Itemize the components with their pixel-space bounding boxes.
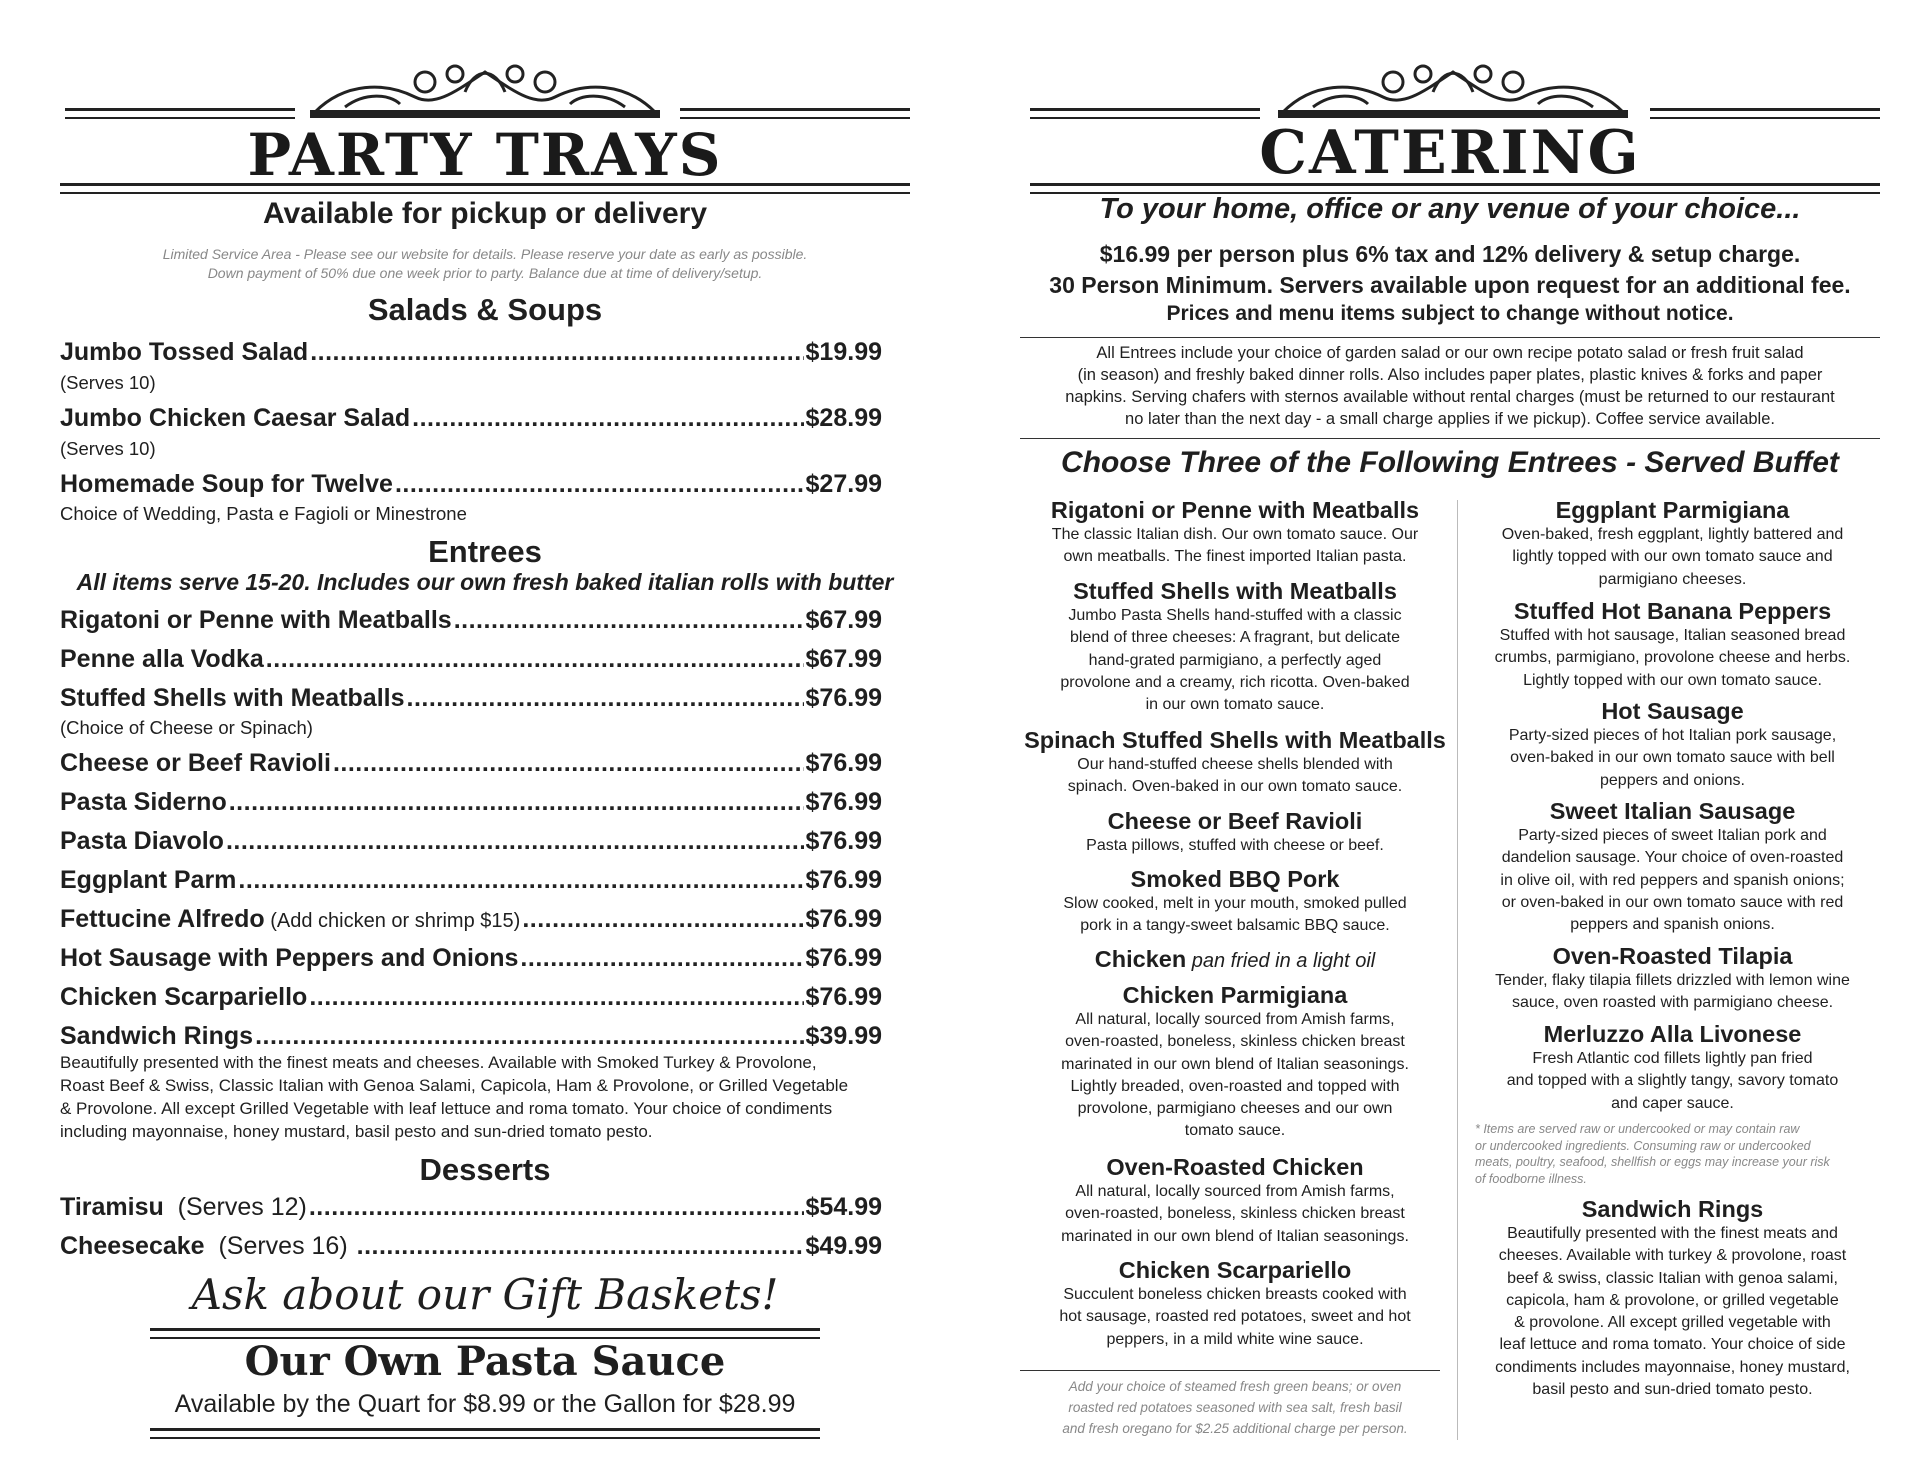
entree-desc: sauce, oven roasted with parmigiano cheese. [1511,994,1834,1012]
item-name: Cheesecake [60,1232,205,1260]
includes-line-3: napkins. Serving chafers with sternos available without rental charges (must be returned to our restaurant [1065,388,1835,406]
entree-desc: peppers and spanish onions. [1570,916,1775,934]
menu-item [60,338,882,367]
item-desc: (Serves 10) [60,438,156,459]
menu-item [60,1193,882,1222]
item-price: $49.99 [805,1232,882,1260]
item-name: Jumbo Chicken Caesar Salad [60,404,411,432]
item-price: $76.99 [805,905,882,933]
entrees-heading: Entrees [428,534,542,569]
entree-desc: hot sausage, roasted red potatoes, sweet and hot [1059,1308,1411,1326]
entree-name: Merluzzo Alla Livonese [1543,1021,1802,1047]
item-desc: (Serves 10) [60,372,156,393]
entree [1465,1020,1880,1115]
menu-item [60,944,882,973]
item-note: (Add chicken or shrimp $15) [264,910,521,932]
entree-desc: and topped with a slightly tangy, savory tomato [1506,1072,1839,1090]
includes-line-1: All Entrees include your choice of garden salad or our own recipe potato salad or fresh fruit salad [1096,344,1804,362]
entree-desc: and caper sauce. [1611,1094,1734,1112]
title-rule-left [1030,108,1260,119]
menu-item [60,1022,882,1051]
entree-name: Chicken Parmigiana [1122,982,1348,1008]
sandwich-desc-2: Roast Beef & Swiss, Classic Italian with Genoa Salami, Capicola, Ham & Provolone, or Grilled Vegetable [60,1076,849,1095]
sides-note-line: and fresh oregano for $2.25 additional charge per person. [1062,1421,1408,1436]
entree-name: Cheese or Beef Ravioli [1107,808,1363,834]
warning-line: of foodborne illness. [1475,1171,1587,1186]
entree [1020,945,1450,975]
entree-name: Sweet Italian Sausage [1549,798,1796,824]
menu-item [60,684,882,713]
item-price: $27.99 [805,470,882,498]
item-desc: Choice of Wedding, Pasta e Fagioli or Minestrone [60,503,467,524]
entree-desc: Fresh Atlantic cod fillets lightly pan fried [1532,1050,1813,1067]
entree-desc: Succulent boneless chicken breasts cooked with [1063,1286,1407,1303]
warning-line: or undercooked ingredients. Consuming raw or undercooked [1475,1138,1811,1153]
item-name: Rigatoni or Penne with Meatballs [60,606,452,634]
warning-line: * Items are served raw or undercooked or may contain raw [1475,1122,1800,1136]
entree-desc: pork in a tangy-sweet balsamic BBQ sauce. [1080,917,1390,935]
entree [1020,726,1450,799]
warning-line: meats, poultry, seafood, shellfish or eggs may increase your risk [1475,1155,1830,1169]
entree-desc: parmigiano cheeses. [1598,570,1747,588]
item-name: Fettucine Alfredo [60,905,265,933]
menu-item [60,1232,882,1261]
item-note: (Serves 16) [204,1232,355,1260]
entrees-subheading: All items serve 15-20. Includes our own fresh baked italian rolls with butter [76,569,894,595]
item-price: $54.99 [805,1193,882,1221]
entree-desc: basil pesto and sun-dried tomato pesto. [1532,1381,1813,1399]
entree-desc: or oven-baked in our own tomato sauce with red [1501,893,1844,911]
entree-name: Chicken Scarpariello [1118,1257,1352,1283]
entree-name: Hot Sausage [1601,698,1744,724]
entree [1465,496,1880,591]
entree-desc: oven-roasted, boneless, skinless chicken breast [1065,1205,1405,1223]
entree-desc: Oven-baked, fresh eggplant, lightly battered and [1501,526,1844,543]
menu-item [60,645,882,674]
menu-item [60,983,882,1012]
includes-line-4: no later than the next day - a small charge applies if we pickup). Coffee service available. [1125,410,1775,428]
divider [1020,1370,1440,1371]
scroll-ornament-icon [305,52,665,120]
item-price: $76.99 [805,749,882,777]
salads-heading: Salads & Soups [367,292,603,327]
entree-desc: provolone and a creamy, rich ricotta. Oven-baked [1060,673,1410,691]
entree-name: Smoked BBQ Pork [1130,866,1340,892]
title-rule-right [680,108,910,119]
sauce-subtitle: Available by the Quart for $8.99 or the Gallon for $28.99 [174,1390,796,1418]
page-title: PARTY TRAYS [247,121,723,189]
sides-note-line: roasted red potatoes seasoned with sea salt, fresh basil [1068,1400,1402,1415]
pricing-line-2: 30 Person Minimum. Servers available upon request for an additional fee. [1049,272,1851,298]
entree-desc: Party-sized pieces of hot Italian pork sausage, [1508,727,1837,744]
entree-desc: Lightly breaded, oven-roasted and topped with [1070,1077,1400,1095]
title-rule-right [1650,108,1880,119]
entree-desc: capicola, ham & provolone, or grilled vegetable [1506,1291,1839,1309]
divider [1020,438,1880,439]
entree-name: Oven-Roasted Tilapia [1552,943,1793,969]
item-price: $19.99 [805,338,882,366]
entree-name: Stuffed Shells with Meatballs [1073,578,1397,604]
entree [1020,577,1450,716]
entree-desc: Jumbo Pasta Shells hand-stuffed with a classic [1068,607,1402,624]
entree-desc: lightly topped with our own tomato sauce and [1512,548,1833,566]
raw-food-warning [1475,1121,1875,1187]
menu-item [60,905,882,934]
entree [1020,1256,1450,1351]
entree-desc: Lightly topped with our own tomato sauce. [1523,671,1822,689]
sauce-title: Our Own Pasta Sauce [244,1338,726,1385]
divider [1020,337,1880,338]
sandwich-desc-1: Beautifully presented with the finest meats and cheeses. Available with Smoked Turkey & Provolone, [60,1053,817,1072]
entree-desc: tomato sauce. [1184,1122,1286,1140]
entree [1020,981,1450,1143]
column-divider [1457,500,1458,1440]
item-name: Pasta Diavolo [60,827,224,855]
item-price: $67.99 [805,606,882,634]
item-price: $67.99 [805,645,882,673]
desserts-heading: Desserts [419,1152,551,1187]
entree [1020,807,1450,857]
entree-desc: All natural, locally sourced from Amish farms, [1075,1183,1395,1200]
item-price: $76.99 [805,827,882,855]
item-price: $76.99 [805,684,882,712]
entree-desc: peppers, in a mild white wine sauce. [1106,1330,1364,1348]
catering-subtitle: To your home, office or any venue of your choice... [1099,193,1801,225]
entree-name: Oven-Roasted Chicken [1106,1154,1364,1180]
service-note-1: Limited Service Area - Please see our website for details. Please reserve your date as early as possible. [162,246,808,262]
entree-desc: oven-baked in our own tomato sauce with bell [1510,749,1835,767]
entree-desc: condiments includes mayonnaise, honey mustard, [1495,1358,1850,1376]
entree-desc: blend of three cheeses: A fragrant, but delicate [1070,629,1400,647]
entree-name: Chicken [1094,946,1187,972]
entree-desc: Stuffed with hot sausage, Italian seasoned bread [1499,627,1846,644]
item-name: Chicken Scarpariello [60,983,308,1011]
item-name: Jumbo Tossed Salad [60,338,309,366]
entree-desc: marinated in our own blend of Italian seasonings. [1061,1227,1409,1245]
entree-desc: provolone, parmigiano cheeses and our own [1077,1100,1393,1118]
entree-desc: cheeses. Available with turkey & provolone, roast [1498,1247,1847,1265]
item-name: Sandwich Rings [60,1022,254,1050]
service-note-2: Down payment of 50% due one week prior to party. Balance due at time of delivery/setup. [207,265,763,281]
sandwich-desc-4: including mayonnaise, honey mustard, basil pesto and sun-dried tomato pesto. [60,1122,653,1141]
item-name: Eggplant Parm [60,866,237,894]
entree-desc: The classic Italian dish. Our own tomato sauce. Our [1051,526,1419,543]
sandwich-desc-3: & Provolone. All except Grilled Vegetable with leaf lettuce and roma tomato. Your choice of condiments [60,1099,833,1118]
entree [1465,797,1880,936]
item-price: $28.99 [805,404,882,432]
subtitle: Available for pickup or delivery [262,197,708,230]
entree-desc: Beautifully presented with the finest meats and [1507,1225,1838,1242]
pricing-line-1: $16.99 per person plus 6% tax and 12% delivery & setup charge. [1099,241,1801,267]
entree-desc: beef & swiss, classic Italian with genoa salami, [1507,1269,1838,1287]
item-name: Penne alla Vodka [60,645,264,673]
title-rule-left [65,108,295,119]
entree [1020,865,1450,938]
entree-desc: Pasta pillows, stuffed with cheese or beef. [1086,837,1384,854]
item-name: Stuffed Shells with Meatballs [60,684,405,712]
entree-name: Eggplant Parmigiana [1555,497,1790,523]
entree [1465,1195,1880,1401]
entree-name: Spinach Stuffed Shells with Meatballs [1024,727,1446,753]
sides-note-line: Add your choice of steamed fresh green beans; or oven [1068,1379,1402,1394]
sides-note [1020,1376,1450,1439]
menu-item [60,404,882,433]
entree [1465,597,1880,692]
menu-item [60,788,882,817]
entree-desc: Slow cooked, melt in your mouth, smoked pulled [1063,895,1407,912]
entree-desc: dandelion sausage. Your choice of oven-roasted [1501,849,1844,867]
entree-desc: Tender, flaky tilapia fillets drizzled with lemon wine [1495,972,1850,989]
entree-desc: in our own tomato sauce. [1145,696,1325,714]
item-name: Homemade Soup for Twelve [60,470,393,498]
sauce-rule-bottom [150,1428,820,1439]
entree-desc: oven-roasted, boneless, skinless chicken breast [1065,1033,1405,1051]
entree-name: Sandwich Rings [1581,1196,1764,1222]
entree-desc: own meatballs. The finest imported Italian pasta. [1063,548,1407,566]
entree-desc: Party-sized pieces of sweet Italian pork and [1518,827,1827,844]
gift-baskets-banner: Ask about our Gift Baskets! [191,1270,779,1319]
title-underline [60,183,910,194]
entree-desc: crumbs, parmigiano, provolone cheese and herbs. [1494,649,1851,667]
menu-item [60,749,882,778]
entree [1020,496,1450,569]
menu-item [60,866,882,895]
includes-line-2: (in season) and freshly baked dinner rolls. Also includes paper plates, plastic knives & forks and paper [1077,366,1823,384]
item-name: Tiramisu [60,1193,164,1221]
entree [1465,942,1880,1015]
menu-item [60,470,882,499]
scroll-ornament-icon [1273,52,1633,120]
entree-name: Rigatoni or Penne with Meatballs [1050,497,1420,523]
entree-name: Stuffed Hot Banana Peppers [1513,598,1832,624]
item-name: Pasta Siderno [60,788,227,816]
entree-desc: Our hand-stuffed cheese shells blended with [1077,756,1393,773]
entree-desc: leaf lettuce and roma tomato. Your choice of side [1499,1336,1846,1354]
item-name: Cheese or Beef Ravioli [60,749,331,777]
entree-desc: marinated in our own blend of Italian seasonings. [1061,1055,1409,1073]
item-note: (Serves 12) [163,1193,307,1221]
item-desc: (Choice of Cheese or Spinach) [60,717,313,738]
entree-desc: & provolone. All except grilled vegetable with [1514,1314,1831,1332]
entree-name-note: pan fried in a light oil [1186,950,1376,972]
item-price: $76.99 [805,866,882,894]
entree-desc: All natural, locally sourced from Amish farms, [1075,1011,1395,1028]
menu-item [60,606,882,635]
entree-desc: in olive oil, with red peppers and spanish onions; [1500,871,1845,889]
entree-desc: spinach. Oven-baked in our own tomato sauce. [1067,778,1403,796]
entree [1020,1153,1450,1248]
item-price: $76.99 [805,983,882,1011]
page-title: CATERING [1259,118,1641,188]
item-price: $76.99 [805,788,882,816]
pricing-line-3: Prices and menu items subject to change without notice. [1166,302,1734,325]
choose-heading: Choose Three of the Following Entrees - Served Buffet [1061,446,1839,479]
entree [1465,697,1880,792]
item-price: $76.99 [805,944,882,972]
entree-desc: peppers and onions. [1600,771,1745,789]
menu-item [60,827,882,856]
entree-desc: hand-grated parmigiano, a perfectly aged [1088,651,1382,669]
item-price: $39.99 [805,1022,882,1050]
item-name: Hot Sausage with Peppers and Onions [60,944,519,972]
